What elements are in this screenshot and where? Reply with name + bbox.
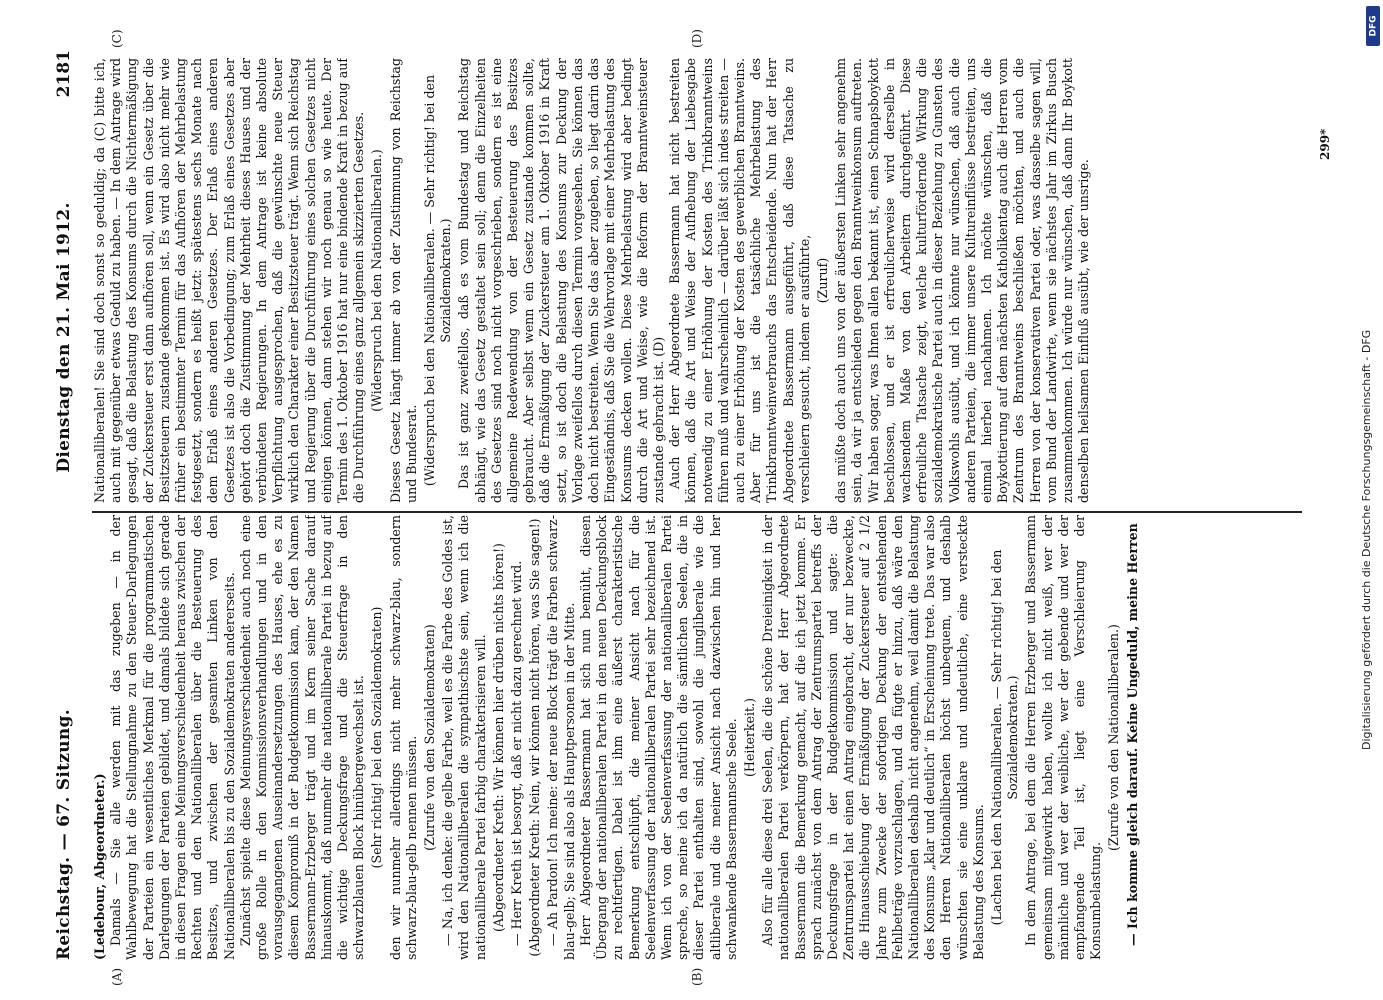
paragraph: Nationalliberalen! Sie sind doch sonst so geduldig; da (C) bitte ich, auch mit gegenüber etwas Geduld zu haben. — In dem Antrage wird gesagt, daß die Belastung des Konsums durch die Nichtermäßigung der Zuckersteuer erst dann aufhören soll, wenn ein Gesetz über die Besitzsteuern zustande gekommen ist. Es wird also nicht mehr wie früher ein bestimmter Termin für das Aufhören der Mehrbelastung festgesetzt, sondern es heißt jetzt: spätestens sechs Monate nach dem Erlaß eines anderen Gesetzes. Der Erlaß eines anderen Gesetzes ist also die Vorbedingung; zum Erlaß eines Gesetzes aber gehört doch die Zustimmung der Mehrheit dieses Hauses und der verbündeten Regierungen. In dem Antrage ist keine absolute Verpflichtung ausgesprochen, daß die gewünschte neue Steuer wirklich den Charakter einer Besitzsteuer trägt. Wenn sich Reichstag und Regierung über die Durchführung eines solchen Gesetzes nicht einigen können, dann stehen wir noch genau so wie heute. Der Termin des 1. Oktober 1916 hat nur eine bindende Kraft in bezug auf die Durchführung eines ganz allgemein skizzierten Gesetzes. <box>92 58 367 503</box>
column-divider <box>92 511 1302 513</box>
margin-marker-b: (B) <box>690 967 704 986</box>
interjection: (Abgeordneter Kreth: Nein, wir können nicht hören, was Sie sagen!) <box>527 518 543 957</box>
paragraph: Dieses Gesetz hängt immer ab von der Zustimmung von Reichstag und Bundesrat. <box>387 58 419 503</box>
dfg-logo-label: DFG <box>1368 15 1379 37</box>
left-text-column <box>92 515 1302 960</box>
header-session-title: Reichstag. — 67. Sitzung. <box>54 709 74 960</box>
interjection: (Lachen bei den Nationalliberalen. — Sehr richtig! bei den Sozialdemokraten.) <box>988 549 1021 926</box>
interjection: (Heiterkeit.) <box>741 698 757 777</box>
paragraph: den wir nunmehr allerdings nicht mehr schwarz-blau, sondern schwarz-blau-gelb nennen müssen. <box>387 515 419 960</box>
paragraph: Herr Abgeordneter Bassermann hat sich nun bemüht, diesen Übergang der nationalliberalen Partei in den neuen Deckungsblock zu rechtfertigen. Dabei ist ihm eine äußerst charakteristische Bemerkung entschlüpft, die meiner Ansicht nach für die Seelenverfassung der nationalliberalen Partei sehr bezeichnend ist. Wenn ich von der Seelenverfassung der nationalliberalen Partei spreche, so meine ich da natürlich die sämtlichen Seelen, die in dieser Partei enthalten sind, sowohl die jungliberale wie die altliberale und die meiner Ansicht nach dazwischen hin und her schwankende Bassermannsche Seele. <box>577 515 739 960</box>
paragraph: Also für alle diese drei Seelen, die die schöne Dreieinigkeit in der nationalliberalen Partei verkörpern, hat der Herr Abgeordnete Bassermann die Bemerkung gemacht, auf die ich jetzt komme. Er sprach zunächst von dem Antrag der Zentrumspartei betreffs der Deckungsfrage in der Budgetkommission und sagte: die Zentrumspartei hat einen Antrag eingebracht, der nur bezweckte, die Hinausschiebung der Ermäßigung der Zuckersteuer auf 2 1/2 Jahre zum Zwecke der sofortigen Deckung der entstehenden Fehlbeträge vorzuschlagen, und da fügte er hinzu, daß wäre den Nationalliberalen deshalb nicht angenehm, weil damit die Belastung des Konsums „klar und deutlich“ in Erscheinung trete. Das war also den Herren Nationalliberalen höchst unbequem, und deshalb wünschten sie eine unklare und undeutliche, eine versteckte Belastung des Konsums. <box>760 515 986 960</box>
interjection: (Widerspruch bei den Nationalliberalen.) <box>369 149 385 412</box>
interjection: (Zurufe von den Nationalliberalen.) <box>1106 624 1122 851</box>
dfg-logo-icon <box>1366 6 1380 46</box>
paragraph: Damals — Sie alle werden mit das zugeben — in der Wahlbewegung hat die Stellungnahme zu den Steuer-Darlegungen der Parteien ein wesentliches Merkmal für die programmatischen Darlegungen der Parteien gebildet, und damals bildete sich gerade in diesen Fragen eine Meinungsverschiedenheit heraus zwischen der Rechten und den Nationalliberalen über die Besteuerung des Besitzes, und zwischen der gesamten Linken von den Nationalliberalen bis zu den Sozialdemokraten andererseits. <box>108 515 237 960</box>
interjection: (Zuruf) <box>814 257 830 304</box>
interjection: (Widerspruch bei den Nationalliberalen. — Sehr richtig! bei den Sozialdemokraten.) <box>422 74 454 487</box>
paragraph: das müßte doch auch uns von der äußersten Linken sehr angenehm sein, da wir ja entschieden gegen den Branntweinkonsum auftreten. Wir haben sogar, was Ihnen allen bekannt ist, einen Schnapsboykott beschlossen, und er ist erfreulicherweise wird derselbe in wachsendem Maße von den Arbeitern durchgeführt. Diese erfreuliche Tatsache zeigt, welche kulturfördernde Wirkung die sozialdemokratische Partei auch in dieser Beziehung zu Gunsten des Volkswohls ausübt, und ich könnte nur wünschen, daß auch die anderen Parteien, die immer unsere Kultureinflüsse bestreiten, uns einmal hierbei nachahmen. Ich möchte wünschen, daß die Boykottierung auf dem nächsten Katholikentag auch die Herren vom Zentrum des Branntweins beschließen möchten, und auch die Herren von der konservativen Partei oder, was dasselbe sagen will, vom Bund der Landwirte, wenn sie nächstes Jahr im Zirkus Busch zusammenkommen. Ich würde nur wünschen, daß dann Ihr Boykott denselben heilsamen Einfluß ausübt, wie der unsrige. <box>833 58 1092 503</box>
margin-marker-d: (D) <box>690 29 704 48</box>
paragraph: Zunächst spielte diese Meinungsverschiedenheit auch noch eine große Rolle in den Kommissionsverhandlungen und in den vorausgegangenen Auseinandersetzungen des Hauses, ehe es zu diesem Kompromiß in der Budgetkommission kam, der den Namen Bassermann-Erzberger trägt und im Kern seiner Sache darauf hinauskommt, daß nunmehr die nationalliberale Partei in bezug auf die wichtige Deckungsfrage und die Steuerfrage in den schwarzblauen Block hinübergewechselt ist. <box>237 515 367 960</box>
margin-marker-c: (C) <box>110 29 124 48</box>
paragraph: — Herr Kreth ist besorgt, daß er nicht dazu gerechnet wird. <box>509 560 525 946</box>
margin-marker-a: (A) <box>110 967 124 986</box>
digitization-credit <box>1356 0 1378 1000</box>
credit-text: Digitalisierung gefördert durch die Deutsche Forschungsgemeinschaft - DFG <box>1360 329 1373 750</box>
interjection: (Abgeordneter Kreth: Wir können hier drüben nichts hören!) <box>490 543 506 932</box>
signature-mark: 299* <box>1318 128 1332 160</box>
paragraph: Auch der Herr Abgeordnete Bassermann hat nicht bestreiten können, daß die Art und Weise der Aufhebung der Liebesgabe notwendig zu einer Erhöhung der Kosten des Trinkbranntweins führen muß und wahrscheinlich — darüber läßt sich indes streiten — auch zu einer Erhöhung der Kosten des gewerblichen Branntweins. Aber für uns ist die tatsächliche Mehrbelastung des Trinkbranntweinverbrauchs das Entscheidende. Nun hat der Herr Abgeordnete Bassermann ausgeführt, daß diese Tatsache zu verschleiern gesucht, indem er ausführte, <box>667 58 812 503</box>
page-header <box>54 50 84 960</box>
interjection: (Sehr richtig! bei den Sozialdemokraten) <box>369 606 385 869</box>
paragraph: — Ich komme gleich darauf. Keine Ungeduld, meine Herren <box>1124 523 1140 946</box>
paragraph: Das ist ganz zweifellos, daß es vom Bundestag und Reichstag abhängt, wie das Gesetz gestaltet sein soll; denn die Einzelheiten des Gesetzes sind noch nicht vorgeschrieben, sondern es ist eine allgemeine Redewendung von der Besteuerung des Besitzes gebraucht. Aber selbst wenn ein Gesetz zustande kommen sollte, daß die Ermäßigung der Zuckersteuer am 1. Oktober 1916 in Kraft setzt, so ist doch die Belastung des Konsums zur Deckung der Vorlage zweifellos durch diesen Termin vorgesehen. Sie können das doch nicht bestreiten. Wenn Sie das aber zugeben, so liegt darin das Eingeständnis, daß Sie die Wehrvorlage mit einer Mehrbelastung des Konsums decken wollen. Diese Mehrbelastung wird aber bedingt durch die Art und Weise, wie die Reform der Branntweinsteuer zustande gebracht ist. (D) <box>456 58 666 503</box>
right-text-column <box>92 58 1302 503</box>
header-date: Dienstag den 21. Mai 1912. <box>54 202 74 473</box>
interjection: (Zurufe von den Sozialdemokraten) <box>422 624 438 851</box>
paragraph: — Ah Pardon! Ich meine: der neue Block trägt die Farben schwarz-blau-gelb; Sie sind also als Hauptpersonen in der Mitte. <box>545 515 577 960</box>
paragraph: In dem Antrage, bei dem die Herren Erzberger und Bassermann gemeinsam mitgewirkt haben, wollte ich nicht weiß, wer der männliche und wer der weibliche, wer der gebende und wer der empfangende Teil ist, liegt eine Verschleierung der Konsumbelastung. <box>1023 515 1104 960</box>
speaker-line: (Ledebour, Abgeordneter.) <box>92 773 107 960</box>
header-page-number: 2181 <box>54 50 74 98</box>
paragraph: — Na, ich denke: die gelbe Farbe, weil es die Farbe des Goldes ist, wird den Nationalliberalen die sympathischste sein, wenn ich die nationalliberale Partei farbig charakterisieren will. <box>440 515 488 960</box>
